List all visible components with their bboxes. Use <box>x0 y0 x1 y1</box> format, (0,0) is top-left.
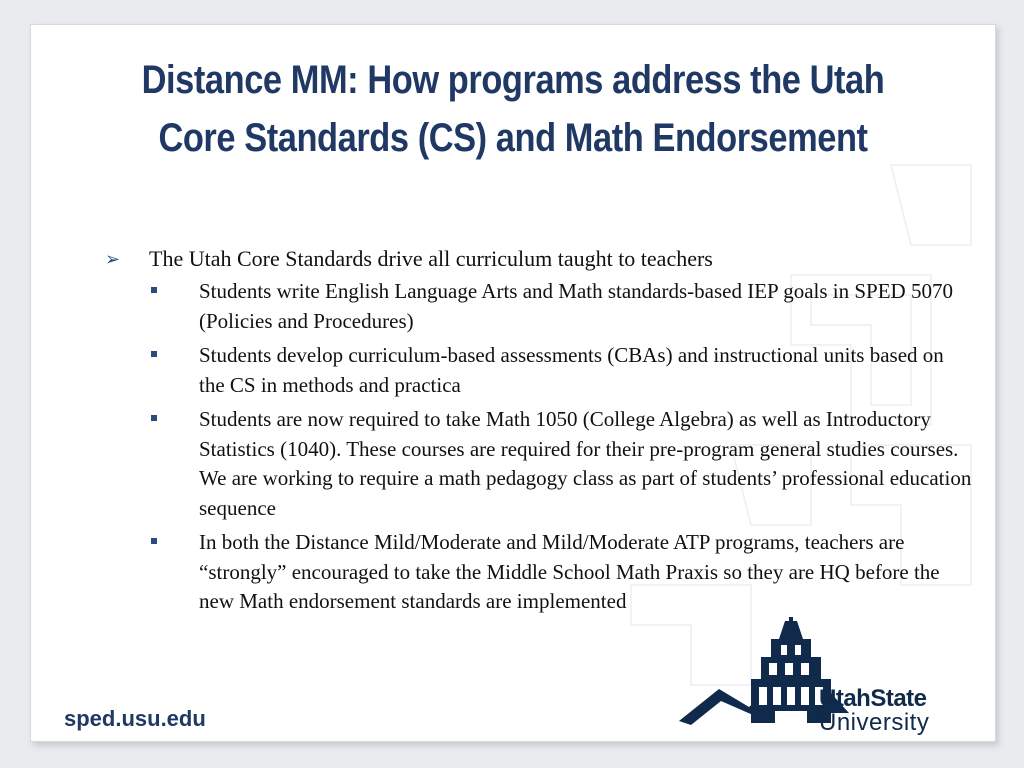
slide-body <box>103 245 983 622</box>
slide <box>30 24 996 742</box>
slide-title: Distance MM: How programs address the Utah Core Standards (CS) and Math Endorsement <box>141 58 885 160</box>
sub-bullet-item <box>103 341 983 400</box>
logo-wordmark-university: University <box>819 709 930 736</box>
sub-bullet-item <box>103 405 983 523</box>
footer-url: sped.usu.edu <box>64 706 206 731</box>
square-bullet-icon <box>151 351 157 357</box>
square-bullet-icon <box>151 538 157 544</box>
sub-bullet-text: Students are now required to take Math 1050 (College Algebra) as well as Introductory Statistics (1040). These courses are required for their pre-program general studies courses. We are working to require a math pedagogy class as part of students’ professional education sequence <box>199 407 972 520</box>
sub-bullet-item <box>103 528 983 617</box>
logo-wordmark-utahstate: UtahState <box>819 685 927 712</box>
square-bullet-icon <box>151 287 157 293</box>
sub-bullet-text: Students write English Language Arts and Math standards-based IEP goals in SPED 5070 (Policies and Procedures) <box>199 279 953 333</box>
main-bullet <box>103 245 983 273</box>
arrow-bullet-icon: ➢ <box>105 249 121 270</box>
square-bullet-icon <box>151 415 157 421</box>
main-bullet-text: The Utah Core Standards drive all curriculum taught to teachers <box>149 246 713 271</box>
sub-bullet-list <box>103 277 983 617</box>
sub-bullet-text: Students develop curriculum-based assessments (CBAs) and instructional units based on the CS in methods and practica <box>199 343 944 397</box>
sub-bullet-item <box>103 277 983 336</box>
sub-bullet-text: In both the Distance Mild/Moderate and Mild/Moderate ATP programs, teachers are “strongly” encouraged to take the Middle School Math Praxis so they are HQ before the new Math endorsement standards are implemented <box>199 530 940 613</box>
